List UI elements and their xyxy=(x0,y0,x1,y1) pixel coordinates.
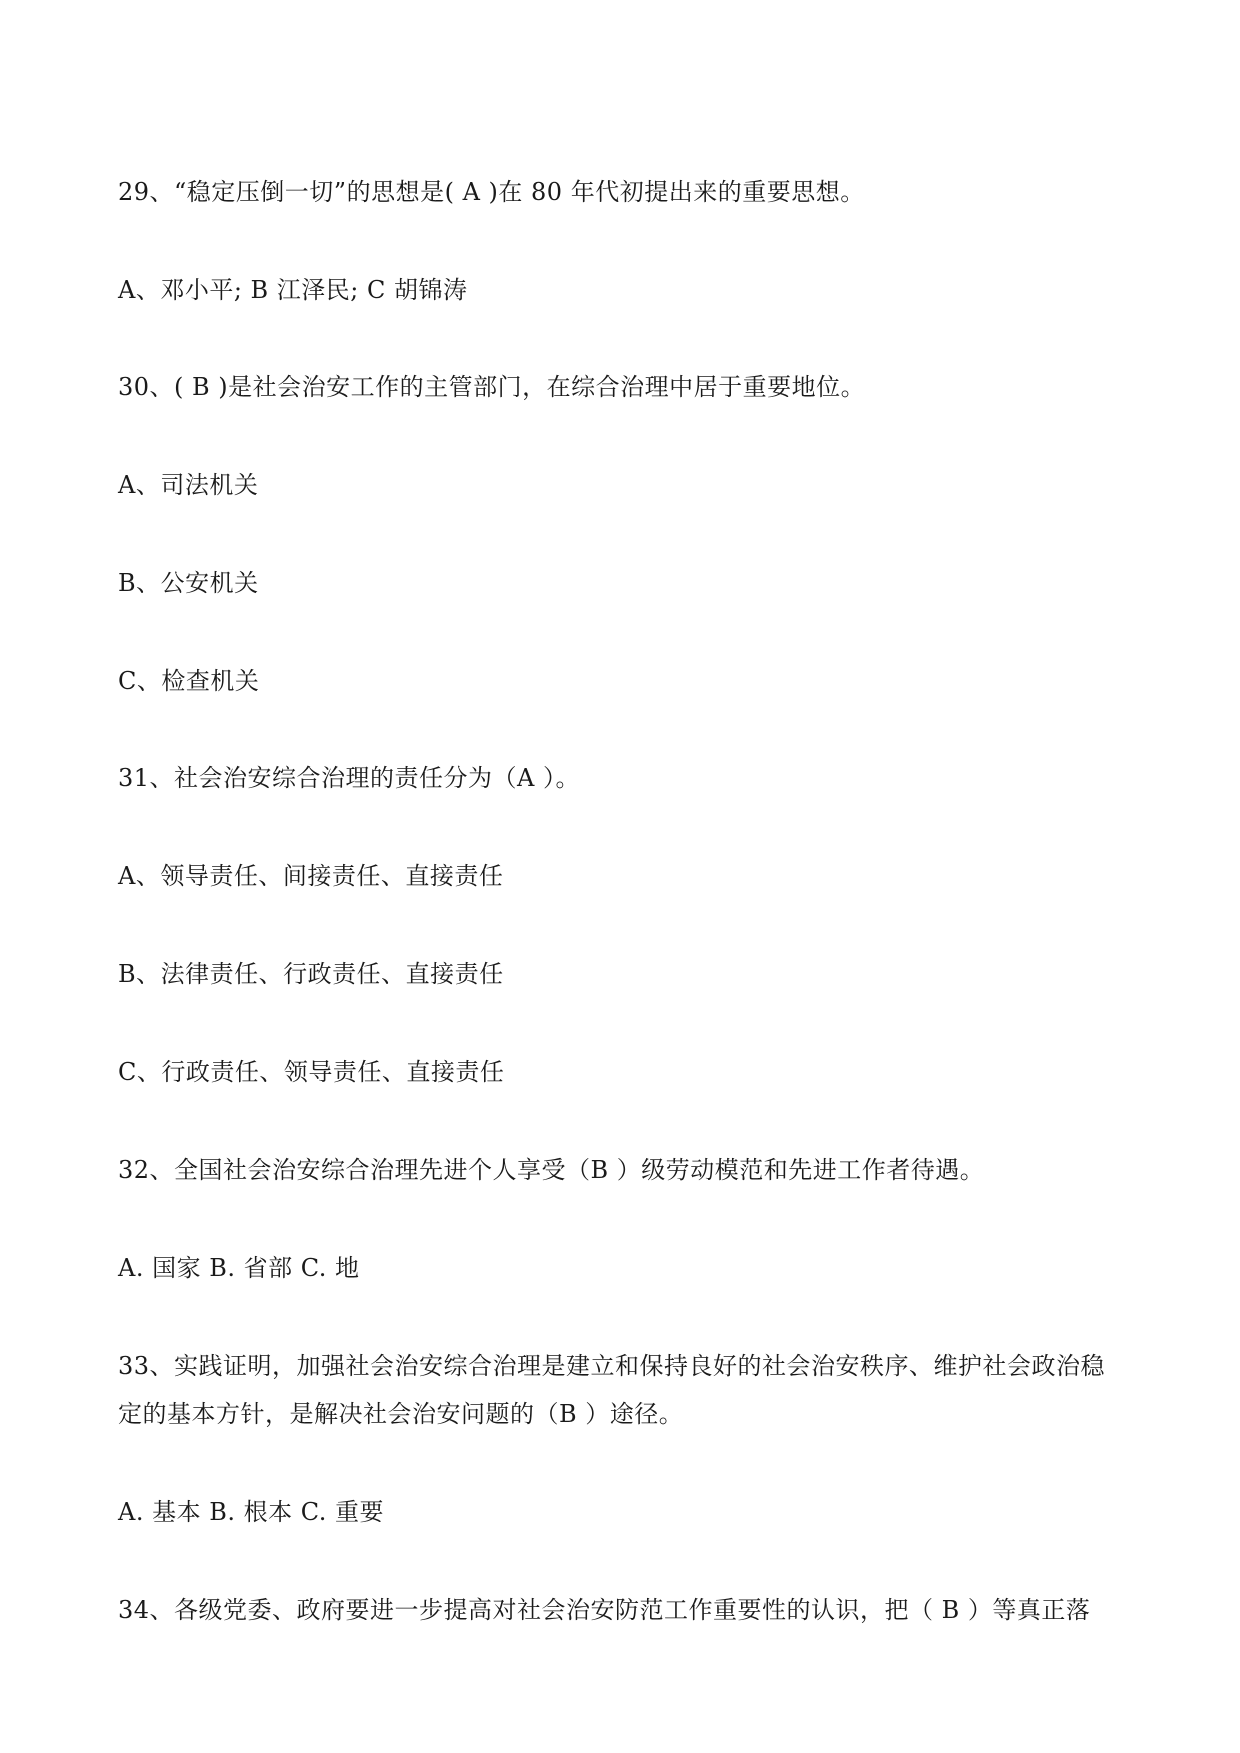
question-29-options: A、邓小平; B 江泽民; C 胡锦涛 xyxy=(118,276,468,304)
question-31-option-c: C、行政责任、领导责任、直接责任 xyxy=(118,1058,505,1086)
question-32: 32、全国社会治安综合治理先进个人享受（B ）级劳动模范和先进工作者待遇。 xyxy=(118,1156,985,1184)
question-29: 29、“稳定压倒一切”的思想是( A )在 80 年代初提出来的重要思想。 xyxy=(118,178,865,206)
question-30: 30、( B )是社会治安工作的主管部门，在综合治理中居于重要地位。 xyxy=(118,373,866,401)
question-30-option-a: A、司法机关 xyxy=(118,471,259,499)
question-31-option-b: B、法律责任、行政责任、直接责任 xyxy=(118,960,504,988)
question-32-options: A. 国家 B. 省部 C. 地 xyxy=(118,1254,360,1282)
question-33-line-1: 33、实践证明，加强社会治安综合治理是建立和保持良好的社会治安秩序、维护社会政治稳 xyxy=(118,1352,1106,1380)
question-33-line-2: 定的基本方针，是解决社会治安问题的（B ）途径。 xyxy=(118,1400,684,1428)
question-30-option-b: B、公安机关 xyxy=(118,569,259,597)
question-33-options: A. 基本 B. 根本 C. 重要 xyxy=(118,1498,385,1526)
question-31: 31、社会治安综合治理的责任分为（A ）。 xyxy=(118,764,580,792)
question-30-option-c: C、检查机关 xyxy=(118,667,260,695)
question-31-option-a: A、领导责任、间接责任、直接责任 xyxy=(118,862,504,890)
question-34: 34、各级党委、政府要进一步提高对社会治安防范工作重要性的认识，把（ B ）等真正落 xyxy=(118,1596,1091,1624)
